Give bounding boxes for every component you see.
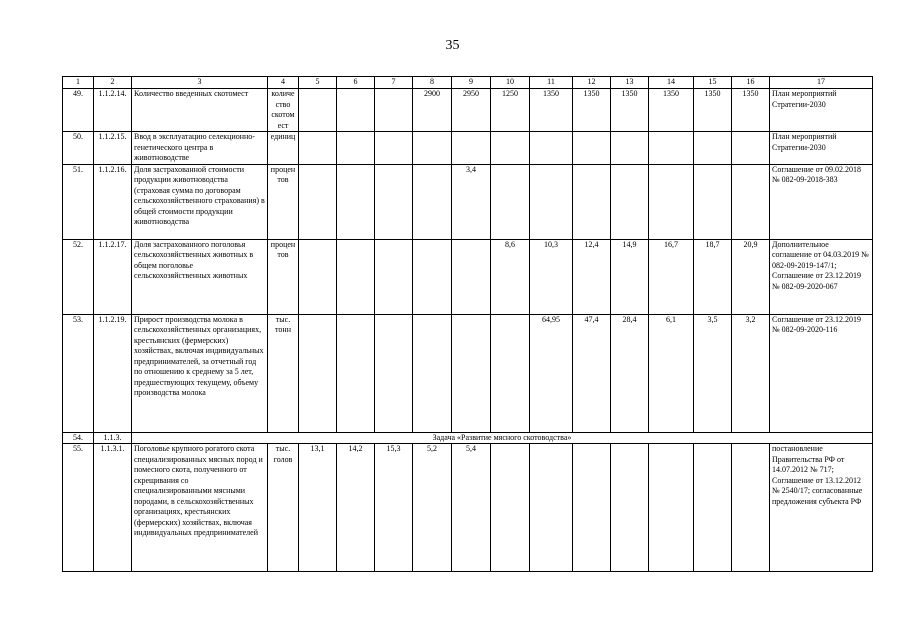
source-cell: План мероприятий Стратегии-2030	[770, 89, 873, 132]
value-cell-14: 1350	[649, 89, 694, 132]
unit-cell: количество скотомест	[268, 89, 299, 132]
row-number-cell: 50.	[63, 132, 94, 165]
value-cell-15: 1350	[694, 89, 732, 132]
column-number-row	[63, 77, 873, 89]
value-cell-9: 3,4	[452, 164, 491, 239]
column-number-6: 6	[337, 77, 375, 89]
value-cell-9	[452, 132, 491, 165]
value-cell-15	[694, 132, 732, 165]
row-number-cell: 53.	[63, 314, 94, 432]
column-number-2: 2	[94, 77, 132, 89]
source-cell: постановление Правительства РФ от 14.07.2012 № 717; Соглашение от 13.12.2012 № 2540/17; согласованные предложения субъекта РФ	[770, 444, 873, 572]
value-cell-10	[491, 164, 530, 239]
value-cell-10	[491, 132, 530, 165]
table-row	[63, 444, 873, 572]
column-number-17: 17	[770, 77, 873, 89]
value-cell-14: 6,1	[649, 314, 694, 432]
column-number-12: 12	[573, 77, 611, 89]
value-cell-8	[413, 164, 452, 239]
table-row	[63, 89, 873, 132]
value-cell-15: 3,5	[694, 314, 732, 432]
column-number-1: 1	[63, 77, 94, 89]
column-number-8: 8	[413, 77, 452, 89]
value-cell-13: 14,9	[611, 239, 649, 314]
task-title-cell: Задача «Развитие мясного скотоводства»	[132, 432, 873, 444]
value-cell-15	[694, 444, 732, 572]
value-cell-12: 12,4	[573, 239, 611, 314]
column-number-16: 16	[732, 77, 770, 89]
row-code-cell: 1.1.2.17.	[94, 239, 132, 314]
value-cell-12	[573, 444, 611, 572]
source-cell: Соглашение от 09.02.2018 № 082-09-2018-383	[770, 164, 873, 239]
value-cell-11: 1350	[530, 89, 573, 132]
value-cell-7	[375, 314, 413, 432]
table-row	[63, 132, 873, 165]
value-cell-7	[375, 239, 413, 314]
value-cell-5: 13,1	[299, 444, 337, 572]
value-cell-10	[491, 444, 530, 572]
value-cell-16: 20,9	[732, 239, 770, 314]
value-cell-10	[491, 314, 530, 432]
source-cell: Дополнительное соглашение от 04.03.2019 № 082-09-2019-147/1; Соглашение от 23.12.2019 № 082-09-2020-067	[770, 239, 873, 314]
indicator-name-cell: Ввод в эксплуатацию селекционно-генетического центра в животноводстве	[132, 132, 268, 165]
task-row	[63, 432, 873, 444]
column-number-13: 13	[611, 77, 649, 89]
value-cell-11: 64,95	[530, 314, 573, 432]
row-code-cell: 1.1.2.15.	[94, 132, 132, 165]
indicator-name-cell: Количество введенных скотомест	[132, 89, 268, 132]
table-row	[63, 314, 873, 432]
column-number-14: 14	[649, 77, 694, 89]
value-cell-5	[299, 89, 337, 132]
value-cell-14	[649, 132, 694, 165]
row-code-cell: 1.1.2.16.	[94, 164, 132, 239]
value-cell-16	[732, 164, 770, 239]
column-number-9: 9	[452, 77, 491, 89]
value-cell-16	[732, 132, 770, 165]
value-cell-7	[375, 89, 413, 132]
value-cell-13	[611, 444, 649, 572]
row-number-cell: 51.	[63, 164, 94, 239]
value-cell-8	[413, 314, 452, 432]
value-cell-5	[299, 132, 337, 165]
value-cell-13	[611, 164, 649, 239]
value-cell-9: 5,4	[452, 444, 491, 572]
unit-cell: тыс. тонн	[268, 314, 299, 432]
value-cell-9	[452, 314, 491, 432]
value-cell-12: 1350	[573, 89, 611, 132]
column-number-3: 3	[132, 77, 268, 89]
value-cell-7: 15,3	[375, 444, 413, 572]
value-cell-6: 14,2	[337, 444, 375, 572]
value-cell-7	[375, 164, 413, 239]
value-cell-10: 8,6	[491, 239, 530, 314]
value-cell-5	[299, 314, 337, 432]
value-cell-8: 5,2	[413, 444, 452, 572]
value-cell-8	[413, 239, 452, 314]
value-cell-16: 1350	[732, 89, 770, 132]
column-number-5: 5	[299, 77, 337, 89]
value-cell-8: 2900	[413, 89, 452, 132]
value-cell-6	[337, 89, 375, 132]
column-number-10: 10	[491, 77, 530, 89]
value-cell-13: 28,4	[611, 314, 649, 432]
row-number-cell: 52.	[63, 239, 94, 314]
value-cell-6	[337, 314, 375, 432]
indicator-name-cell: Поголовье крупного рогатого скота специализированных мясных пород и помесного скота, полученного от скрещивания со специализированными мясными породами, в сельскохозяйственных организациях, крестьянских (фермерских) хозяйствах, включая индивидуальных предпринимателей	[132, 444, 268, 572]
value-cell-6	[337, 239, 375, 314]
table-row	[63, 164, 873, 239]
table-body	[63, 77, 873, 572]
value-cell-8	[413, 132, 452, 165]
source-cell: План мероприятий Стратегии-2030	[770, 132, 873, 165]
column-number-11: 11	[530, 77, 573, 89]
column-number-15: 15	[694, 77, 732, 89]
value-cell-13	[611, 132, 649, 165]
column-number-4: 4	[268, 77, 299, 89]
value-cell-16: 3,2	[732, 314, 770, 432]
value-cell-16	[732, 444, 770, 572]
row-code-cell: 1.1.2.14.	[94, 89, 132, 132]
value-cell-12: 47,4	[573, 314, 611, 432]
value-cell-12	[573, 132, 611, 165]
unit-cell: единиц	[268, 132, 299, 165]
value-cell-9: 2950	[452, 89, 491, 132]
value-cell-11	[530, 164, 573, 239]
value-cell-10: 1250	[491, 89, 530, 132]
value-cell-13: 1350	[611, 89, 649, 132]
row-code-cell: 1.1.2.19.	[94, 314, 132, 432]
table-row	[63, 239, 873, 314]
unit-cell: процентов	[268, 239, 299, 314]
value-cell-14	[649, 444, 694, 572]
value-cell-15: 18,7	[694, 239, 732, 314]
row-number-cell: 49.	[63, 89, 94, 132]
value-cell-15	[694, 164, 732, 239]
value-cell-14: 16,7	[649, 239, 694, 314]
unit-cell: процентов	[268, 164, 299, 239]
source-cell: Соглашение от 23.12.2019 № 082-09-2020-116	[770, 314, 873, 432]
row-code-cell: 1.1.3.1.	[94, 444, 132, 572]
value-cell-6	[337, 132, 375, 165]
value-cell-12	[573, 164, 611, 239]
value-cell-9	[452, 239, 491, 314]
task-row-code-cell: 1.1.3.	[94, 432, 132, 444]
value-cell-11	[530, 444, 573, 572]
value-cell-5	[299, 239, 337, 314]
indicator-name-cell: Прирост производства молока в сельскохозяйственных организациях, крестьянских (фермерских) хозяйствах, включая индивидуальных предпринимателей, за отчетный год по отношению к среднему за 5 лет, предшествующих текущему, объему производства молока	[132, 314, 268, 432]
column-number-7: 7	[375, 77, 413, 89]
unit-cell: тыс. голов	[268, 444, 299, 572]
value-cell-14	[649, 164, 694, 239]
task-row-number-cell: 54.	[63, 432, 94, 444]
row-number-cell: 55.	[63, 444, 94, 572]
indicators-table	[62, 76, 873, 572]
page-number: 35	[445, 38, 460, 53]
value-cell-11: 10,3	[530, 239, 573, 314]
value-cell-7	[375, 132, 413, 165]
value-cell-11	[530, 132, 573, 165]
indicator-name-cell: Доля застрахованной стоимости продукции животноводства (страховая сумма по договорам сельскохозяйственного страхования) в общей стоимости продукции животноводства	[132, 164, 268, 239]
value-cell-6	[337, 164, 375, 239]
indicator-name-cell: Доля застрахованного поголовья сельскохозяйственных животных в общем поголовье сельскохозяйственных животных	[132, 239, 268, 314]
value-cell-5	[299, 164, 337, 239]
